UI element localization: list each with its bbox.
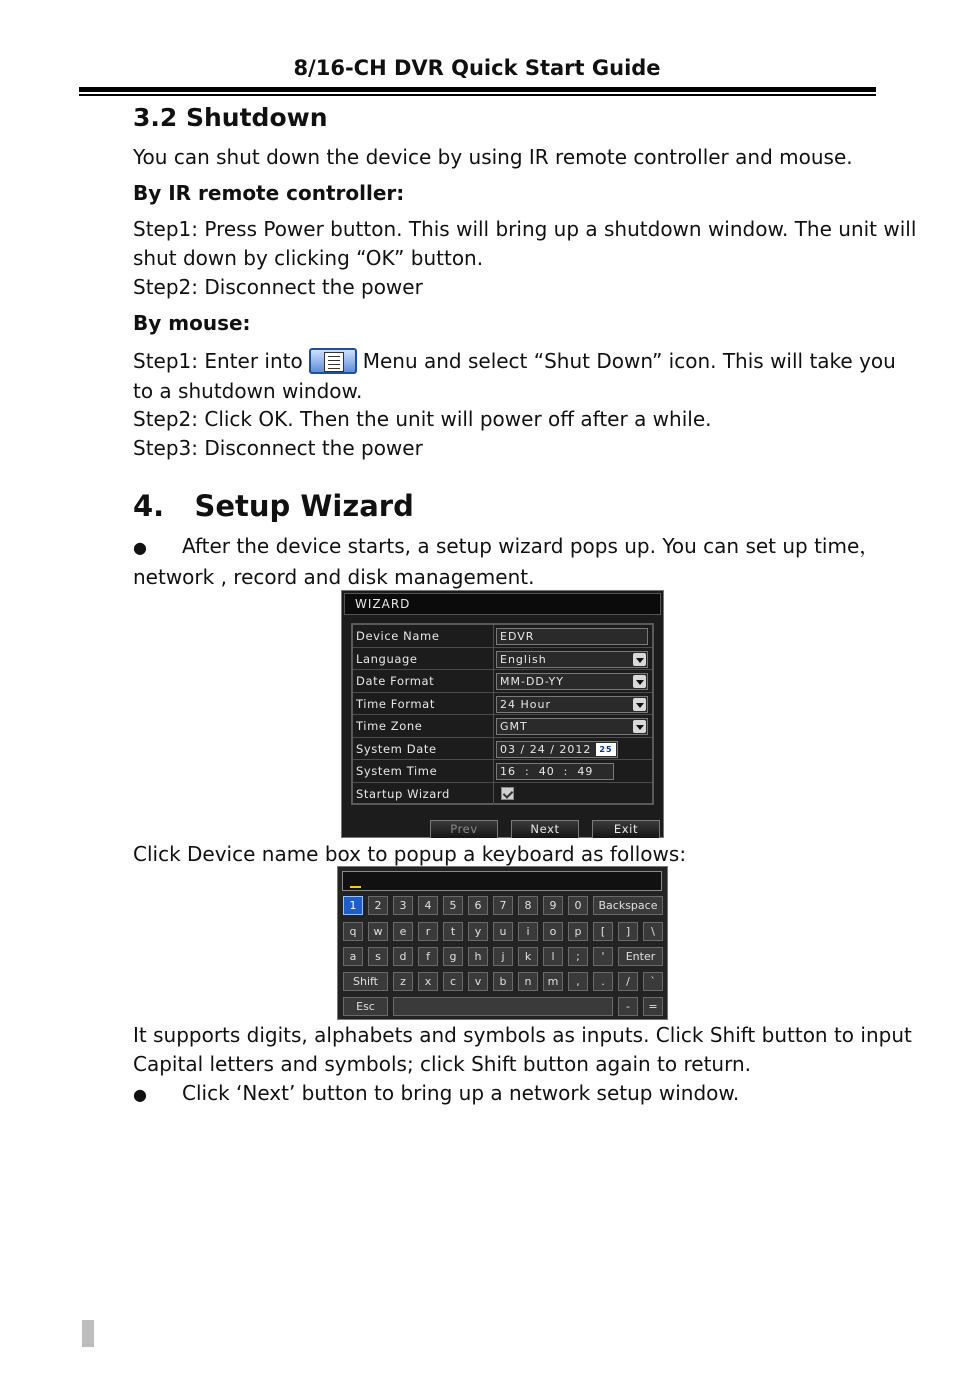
wizard-row-label: Time Zone bbox=[356, 719, 423, 733]
wizard-title: WIZARD bbox=[344, 593, 661, 615]
prev-button[interactable]: Prev bbox=[430, 820, 498, 838]
page-marker bbox=[82, 1320, 94, 1347]
key[interactable]: . bbox=[593, 972, 613, 991]
header-rule-thin bbox=[79, 94, 876, 96]
language-value: English bbox=[500, 652, 547, 666]
key[interactable]: t bbox=[443, 922, 463, 941]
menu-icon bbox=[309, 348, 357, 374]
wizard-dialog bbox=[341, 590, 664, 838]
key[interactable]: j bbox=[493, 947, 513, 966]
ir-step-line: Step1: Press Power button. This will bring up a shutdown window. The unit will bbox=[133, 217, 917, 241]
key[interactable]: f bbox=[418, 947, 438, 966]
virtual-keyboard bbox=[337, 866, 668, 1020]
enter-key[interactable]: Enter bbox=[618, 947, 663, 966]
chevron-down-icon[interactable] bbox=[633, 675, 646, 688]
key[interactable]: y bbox=[468, 922, 488, 941]
bullet1-line2: network , record and disk management. bbox=[133, 565, 535, 589]
wizard-row-label: Startup Wizard bbox=[356, 786, 450, 801]
key[interactable]: r bbox=[418, 922, 438, 941]
key[interactable]: 2 bbox=[368, 896, 388, 915]
wizard-row-system-date bbox=[353, 738, 652, 761]
date-format-value: MM-DD-YY bbox=[500, 675, 564, 688]
key[interactable]: ] bbox=[618, 922, 638, 941]
backspace-key[interactable]: Backspace bbox=[593, 896, 663, 915]
language-select[interactable] bbox=[496, 651, 648, 668]
key[interactable]: = bbox=[643, 997, 663, 1016]
key[interactable]: , bbox=[568, 972, 588, 991]
startup-wizard-checkbox[interactable] bbox=[501, 787, 514, 800]
time-zone-value: GMT bbox=[500, 720, 528, 733]
wizard-row-label: Device Name bbox=[356, 629, 440, 643]
ir-heading: By IR remote controller: bbox=[133, 181, 405, 205]
key[interactable]: 0 bbox=[568, 896, 588, 915]
wizard-row-label: System Time bbox=[356, 764, 438, 778]
chevron-down-icon[interactable] bbox=[633, 698, 646, 711]
next-button[interactable]: Next bbox=[511, 820, 579, 838]
mouse-step-line: Step3: Disconnect the power bbox=[133, 436, 423, 460]
wizard-row-system-time bbox=[353, 760, 652, 783]
key[interactable]: s bbox=[368, 947, 388, 966]
wizard-row-label: Language bbox=[356, 651, 418, 666]
space-key[interactable] bbox=[393, 997, 613, 1016]
keyboard-caption: Click Device name box to popup a keyboard as follows: bbox=[133, 842, 687, 866]
key[interactable]: q bbox=[343, 922, 363, 941]
mouse-heading: By mouse: bbox=[133, 311, 251, 335]
system-date-input[interactable] bbox=[496, 741, 618, 758]
key[interactable]: 6 bbox=[468, 896, 488, 915]
calendar-icon[interactable]: 25 bbox=[596, 743, 616, 756]
key[interactable]: h bbox=[468, 947, 488, 966]
key[interactable]: d bbox=[393, 947, 413, 966]
time-format-select[interactable] bbox=[496, 696, 648, 713]
key[interactable]: w bbox=[368, 922, 388, 941]
key[interactable]: - bbox=[618, 997, 638, 1016]
key[interactable]: 5 bbox=[443, 896, 463, 915]
bullet-icon: ● bbox=[133, 1085, 147, 1104]
key[interactable]: k bbox=[518, 947, 538, 966]
wizard-row-label: Date Format bbox=[356, 674, 435, 688]
key[interactable]: 7 bbox=[493, 896, 513, 915]
key[interactable]: c bbox=[443, 972, 463, 991]
mouse-step1-line bbox=[133, 347, 896, 376]
key[interactable]: i bbox=[518, 922, 538, 941]
key[interactable]: p bbox=[568, 922, 588, 941]
key[interactable]: 3 bbox=[393, 896, 413, 915]
key[interactable]: v bbox=[468, 972, 488, 991]
key[interactable]: 4 bbox=[418, 896, 438, 915]
mouse-step-line: to a shutdown window. bbox=[133, 379, 363, 403]
key[interactable]: o bbox=[543, 922, 563, 941]
key[interactable]: m bbox=[543, 972, 563, 991]
system-time-input[interactable]: 16 : 40 : 49 bbox=[496, 763, 614, 780]
key[interactable]: 9 bbox=[543, 896, 563, 915]
key[interactable]: n bbox=[518, 972, 538, 991]
key[interactable]: \ bbox=[643, 922, 663, 941]
wizard-settings-table bbox=[351, 623, 654, 805]
keyboard-input-field[interactable] bbox=[342, 871, 662, 891]
section-heading-shutdown: 3.2 Shutdown bbox=[133, 103, 328, 132]
bullet2-line: Click ‘Next’ button to bring up a network setup window. bbox=[182, 1081, 740, 1105]
shift-key[interactable]: Shift bbox=[343, 972, 388, 991]
date-format-select[interactable] bbox=[496, 673, 648, 690]
key[interactable]: ` bbox=[643, 972, 663, 991]
system-date-value: 03 / 24 / 2012 bbox=[500, 742, 592, 756]
key[interactable]: 8 bbox=[518, 896, 538, 915]
shutdown-intro: You can shut down the device by using IR remote controller and mouse. bbox=[133, 145, 853, 169]
exit-button[interactable]: Exit bbox=[592, 820, 660, 838]
key[interactable]: b bbox=[493, 972, 513, 991]
time-format-value: 24 Hour bbox=[500, 697, 551, 711]
key[interactable]: u bbox=[493, 922, 513, 941]
key[interactable]: / bbox=[618, 972, 638, 991]
key[interactable]: e bbox=[393, 922, 413, 941]
key[interactable]: [ bbox=[593, 922, 613, 941]
wizard-row-date-format bbox=[353, 670, 652, 693]
mouse-step-line: Step2: Click OK. Then the unit will power off after a while. bbox=[133, 407, 712, 431]
key[interactable]: g bbox=[443, 947, 463, 966]
key[interactable]: x bbox=[418, 972, 438, 991]
header-rule-thick bbox=[79, 87, 876, 92]
section-heading-setup-wizard: 4. Setup Wizard bbox=[133, 489, 414, 523]
wizard-row-label: Time Format bbox=[356, 696, 435, 711]
chevron-down-icon[interactable] bbox=[633, 720, 646, 733]
bullet-icon: ● bbox=[133, 538, 147, 557]
text-cursor bbox=[350, 886, 361, 888]
mouse-step1-after: Menu and select “Shut Down” icon. This will take you bbox=[362, 349, 896, 373]
key[interactable]: l bbox=[543, 947, 563, 966]
ir-step-line: Step2: Disconnect the power bbox=[133, 275, 423, 299]
wizard-row-device-name bbox=[353, 625, 652, 648]
key[interactable]: a bbox=[343, 947, 363, 966]
key[interactable]: z bbox=[393, 972, 413, 991]
support-line: Capital letters and symbols; click Shift button again to return. bbox=[133, 1052, 751, 1076]
bullet1-line1: After the device starts, a setup wizard pops up. You can set up time， bbox=[182, 534, 880, 558]
ir-step-line: shut down by clicking “OK” button. bbox=[133, 246, 484, 270]
wizard-row-language bbox=[353, 648, 652, 671]
wizard-row-startup-wizard bbox=[353, 783, 652, 806]
wizard-row-label: System Date bbox=[356, 741, 437, 756]
support-line: It supports digits, alphabets and symbols as inputs. Click Shift button to input bbox=[133, 1023, 912, 1047]
device-name-input[interactable]: EDVR bbox=[496, 628, 648, 645]
mouse-step1-before: Step1: Enter into bbox=[133, 349, 303, 373]
page-header-title: 8/16-CH DVR Quick Start Guide bbox=[293, 56, 661, 80]
wizard-row-time-format bbox=[353, 693, 652, 716]
key[interactable]: 1 bbox=[343, 896, 363, 915]
key[interactable]: ; bbox=[568, 947, 588, 966]
time-zone-select[interactable] bbox=[496, 718, 648, 735]
wizard-row-time-zone bbox=[353, 715, 652, 738]
esc-key[interactable]: Esc bbox=[343, 997, 388, 1016]
chevron-down-icon[interactable] bbox=[633, 653, 646, 666]
key[interactable]: ' bbox=[593, 947, 613, 966]
